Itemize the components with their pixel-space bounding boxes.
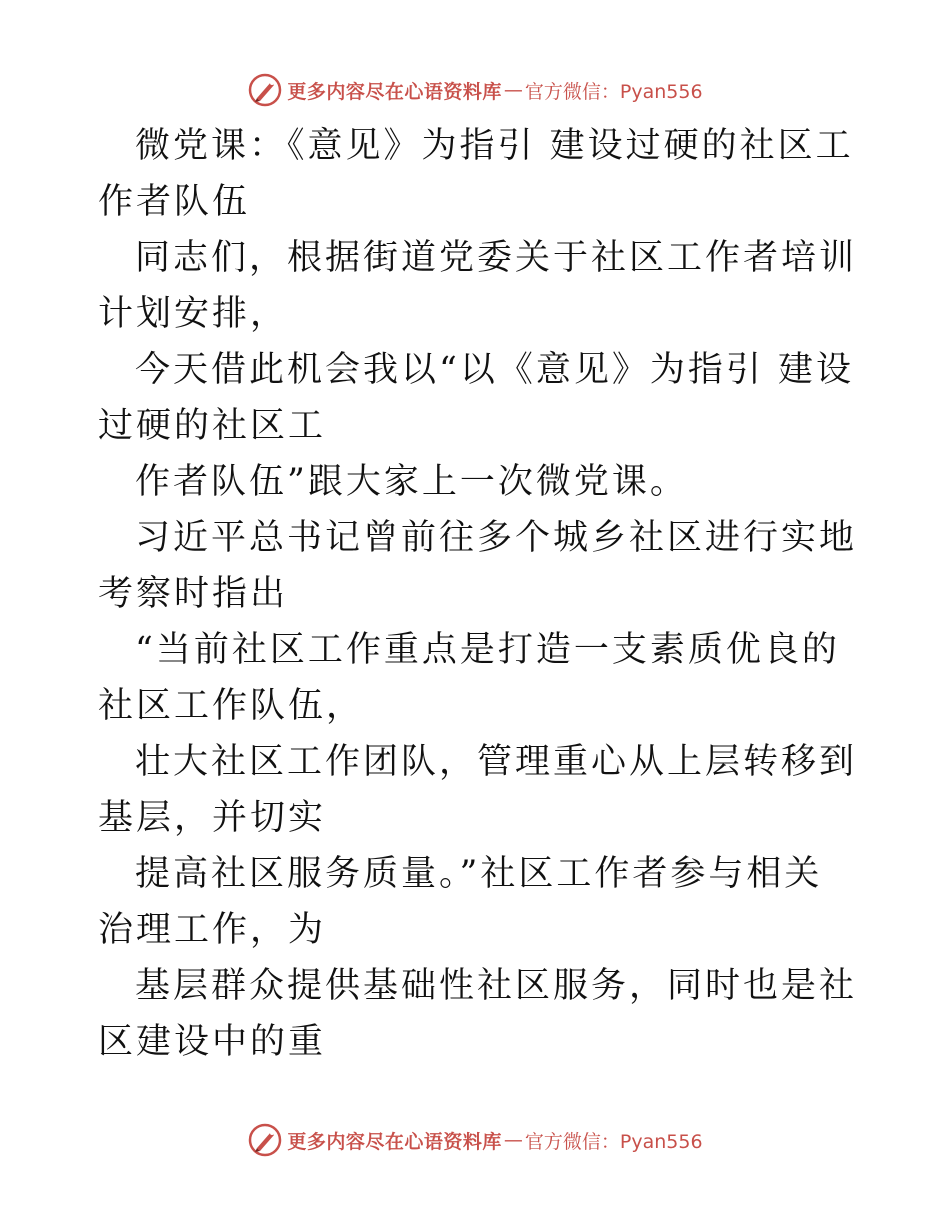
footer-banner-inner bbox=[247, 1122, 702, 1158]
footer-banner-separator: — bbox=[503, 1129, 523, 1151]
pen-logo-icon bbox=[247, 72, 283, 108]
footer-wechat-id: 官方微信：Pyan556 bbox=[524, 1130, 703, 1153]
paragraph: 今天借此机会我以“以《意见》为指引 建设过硬的社区工 bbox=[98, 350, 855, 446]
header-wechat-id: 官方微信：Pyan556 bbox=[524, 80, 703, 103]
paragraph: 作者队伍”跟大家上一次微党课。 bbox=[135, 462, 688, 502]
header-banner-inner bbox=[247, 72, 702, 108]
pen-logo-icon bbox=[247, 1122, 283, 1158]
footer-banner bbox=[0, 1120, 950, 1160]
footer-banner-text: 更多内容尽在心语资料库 bbox=[287, 1130, 502, 1153]
header-banner bbox=[0, 70, 950, 110]
document-title: 微党课：《意见》为指引 建设过硬的社区工作者队伍 bbox=[98, 126, 854, 222]
paragraph: 同志们，根据街道党委关于社区工作者培训计划安排， bbox=[98, 238, 858, 334]
header-banner-text: 更多内容尽在心语资料库 bbox=[287, 80, 502, 103]
paragraph: 壮大社区工作团队，管理重心从上层转移到基层，并切实 bbox=[98, 742, 858, 838]
paragraph: 习近平总书记曾前往多个城乡社区进行实地考察时指出 bbox=[98, 518, 858, 614]
header-banner-separator: — bbox=[503, 79, 523, 101]
paragraph: 基层群众提供基础性社区服务，同时也是社区建设中的重 bbox=[98, 966, 858, 1062]
paragraph: 提高社区服务质量。”社区工作者参与相关治理工作，为 bbox=[98, 854, 823, 950]
document-body bbox=[98, 118, 858, 1070]
paragraph: “当前社区工作重点是打造一支素质优良的社区工作队伍， bbox=[98, 630, 840, 726]
